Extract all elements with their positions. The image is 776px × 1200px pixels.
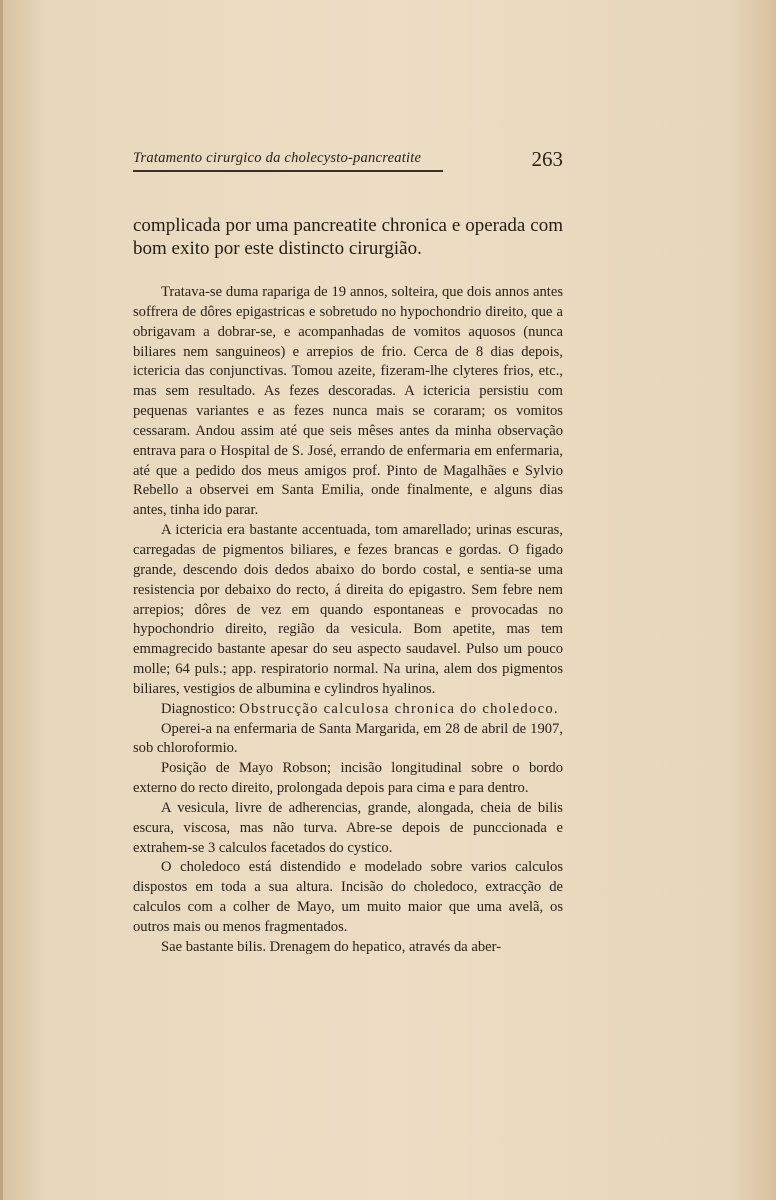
paragraph-vesicle: A vesicula, livre de adherencias, grande, alongada, cheia de bilis escura, viscosa, mas não turva. Abre-se depois de punccionada e extrahem-se 3 calculos facetados do cystico. — [133, 799, 563, 856]
paragraph-diagnosis — [133, 700, 563, 720]
paragraph-position: Posição de Mayo Robson; incisão longitudinal sobre o bordo externo do recto direito, prolongada depois para cima e para dentro. — [133, 760, 563, 797]
intro-text — [133, 214, 563, 260]
paragraph-drainage: Sae bastante bilis. Drenagem do hepatico, através da aber- — [161, 938, 502, 955]
page-header — [133, 147, 563, 175]
body-text — [133, 283, 563, 958]
paragraph-symptoms: A ictericia era bastante accentuada, tom amarellado; urinas escuras, carregadas de pigmentos biliares, e fezes brancas e gordas. O figado grande, descendo dois dedos abaixo do bordo costal, e sentia-se uma resistencia por debaixo do recto, á direita do epigastro. Sem febre nem arrepios; dôres de vez em quando espontaneas e provocadas no hypochondrio direito, região da vesicula. Bom apetite, mas tem emmagrecido bastante apesar do seu aspecto saudavel. Pulso um pouco molle; 64 puls.; app. respiratorio normal. Na urina, alem dos pigmentos biliares, vestigios de albumina e cylindros hyalinos. — [133, 522, 563, 697]
header-rule — [133, 170, 443, 172]
paragraph-history: Tratava-se duma rapariga de 19 annos, solteira, que dois annos antes soffrera de dôres epigastricas e sobretudo no hypochondrio direito, que a obrigavam a dobrar-se, e acompanhadas de vomitos aquosos (nunca biliares nem sanguineos) e arrepios de frio. Cerca de 8 dias depois, ictericia das conjunctivas. Tomou azeite, fizeram-lhe clyteres frios, etc., mas sem resultado. As fezes descoradas. A ictericia persistiu com pequenas variantes e as fezes nunca mais se coraram; os vomitos cessaram. Andou assim até que seis mêses antes da minha observação entrava para o Hospital de S. José, errando de enfermaria em enfermaria, até que a pedido dos meus amigos prof. Pinto de Magalhães e Sylvio Rebello a observei em Santa Emilia, onde finalmente, e alguns dias antes, tinha ido parar. — [133, 284, 563, 519]
paragraph-operation: Operei-a na enfermaria de Santa Margarida, em 28 de abril de 1907, sob chloroformio. — [133, 720, 563, 757]
diagnosis-label: Diagnostico: — [161, 700, 236, 717]
page-number: 263 — [531, 147, 563, 171]
paragraph-choledoco: O choledoco está distendido e modelado sobre varios calculos dispostos em toda a sua altura. Incisão do choledoco, extracção de calculos com a colher de Mayo, um muito maior que uma avelã, os outros mais ou menos fragmentados. — [133, 859, 563, 935]
running-title: Tratamento cirurgico da cholecysto-pancreatite — [133, 150, 422, 166]
intro-paragraph: complicada por uma pancreatite chronica e operada com bom exito por este distincto cirurgião. — [133, 215, 563, 259]
diagnosis-text: Obstrucção calculosa chronica do choledoco. — [239, 700, 559, 717]
